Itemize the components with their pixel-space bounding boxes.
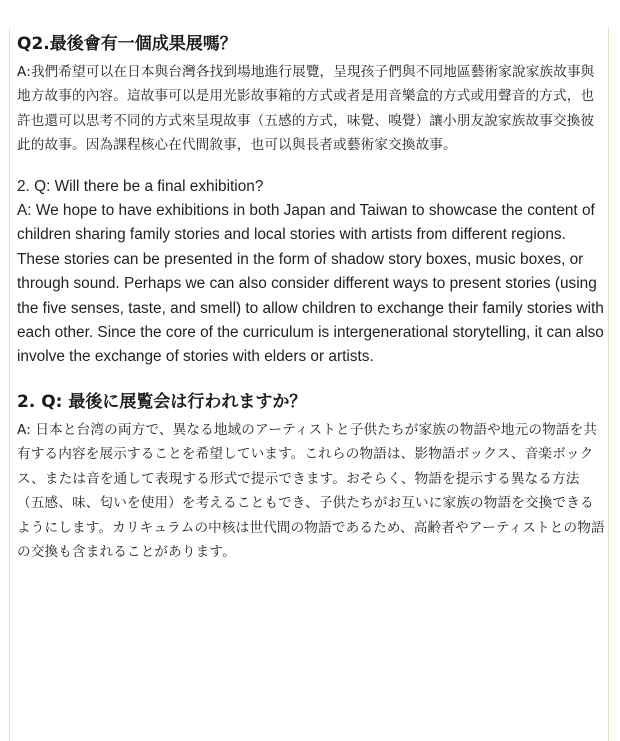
heading-zh: Q2.最後會有一個成果展嗎？ xyxy=(17,34,237,54)
answer-zh: A:我們希望可以在日本與台灣各找到場地進行展覽，呈現孩子們與不同地區藝術家說家族故事與地方故事的內容。這故事可以是用光影故事箱的方式或者是用音樂盒的方式或用聲音的方式，也許也還可以思考不同的方式來呈現故事（五感的方式，味覺、嗅覺）讓小朋友說家族故事交換彼此的故事。因為課程核心在代間敘事，也可以與長者或藝術家交換故事。 xyxy=(17,64,595,154)
spacer xyxy=(17,158,607,175)
answer-en: A: We hope to have exhibitions in both Japan and Taiwan to showcase the content of children sharing family stories and local stories with artists from different regions. These stories can be presented in the form of shadow story boxes, music boxes, or through sound. Perhaps we can also consider different ways to present stories (using the five senses, taste, and smell) to allow children to exchange their family stories with each other. Since the core of the curriculum is intergenerational storytelling, it can also involve the exchange of stories with elders or artists. xyxy=(17,202,604,366)
article-body xyxy=(17,32,607,564)
question-en: 2. Q: Will there be a final exhibition? xyxy=(17,177,264,195)
heading-ja: 2. Q: 最後に展覧会は行われますか？ xyxy=(17,391,307,412)
spacer xyxy=(17,370,607,390)
answer-ja: A: 日本と台湾の両方で、異なる地域のアーティストと子供たちが家族の物語や地元の物語を共有する内容を展示することを希望しています。これらの物語は、影物語ボックス、音楽ボックス、または音を通して表現する形式で提示できます。おそらく、物語を提示する異なる方法（五感、味、匂いを使用）を考えることもでき、子供たちがお互いに家族の物語を交換できるようにします。カリキュラムの中核は世代間の物語であるため、高齢者やアーティストとの物語の交換も含まれることがあります。 xyxy=(17,421,605,560)
